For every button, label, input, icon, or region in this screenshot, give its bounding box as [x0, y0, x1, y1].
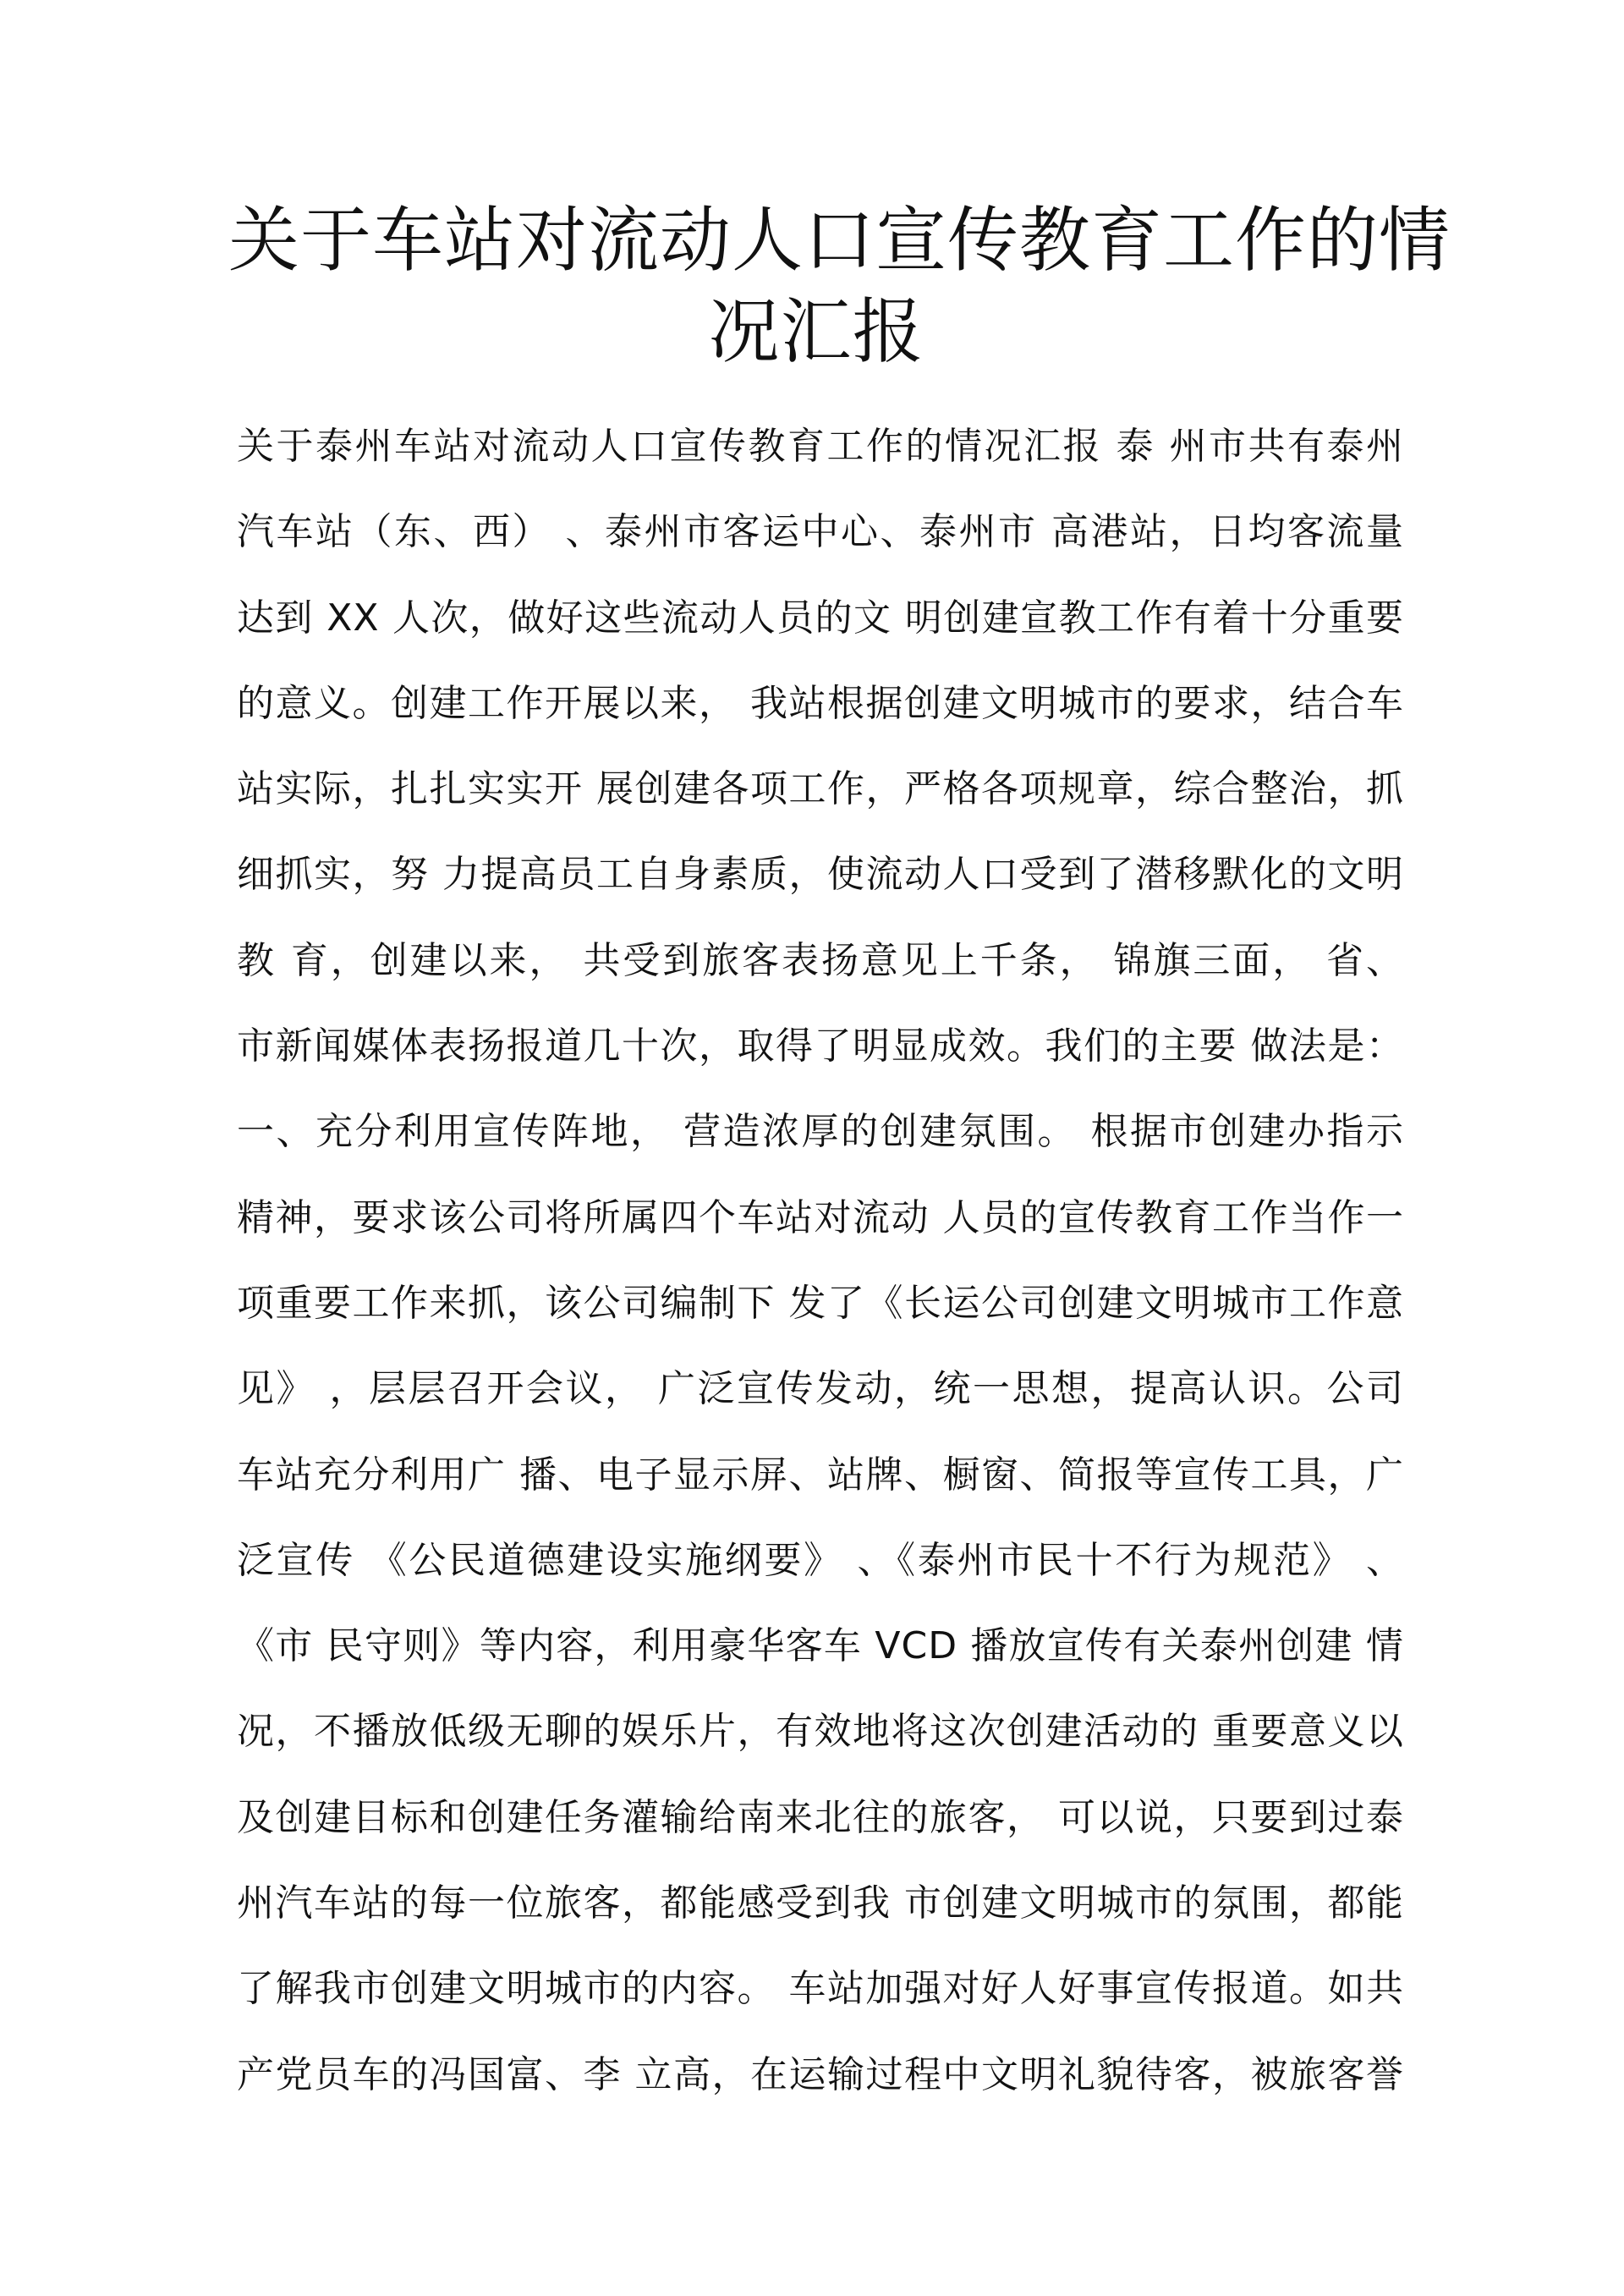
- document-title: [228, 195, 1451, 377]
- title-line: 关于车站对流动人口宣传教育工作的情: [228, 199, 1451, 282]
- document-body: [237, 404, 1404, 2117]
- body-line: 精神，要求该公司将所属四个车站对流动 人员的宣传教育工作当作一: [237, 1195, 1404, 1239]
- body-line: 泛宣传 《公民道德建设实施纲要》 、《泰州市民十不行为规范》 、: [237, 1538, 1404, 1582]
- body-line: 汽车站（东、西） 、泰州市客运中心、泰州市 高港站，日均客流量: [237, 510, 1404, 554]
- body-line: 车站充分利用广 播、电子显示屏、站牌、橱窗、简报等宣传工具，广: [237, 1453, 1404, 1497]
- body-line: 教 育，创建以来， 共受到旅客表扬意见上千条， 锦旗三面， 省、: [237, 938, 1404, 982]
- body-line: 况，不播放低级无聊的娱乐片，有效地将这次创建活动的 重要意义以: [237, 1710, 1404, 1754]
- body-line: 达到 XX 人次，做好这些流动人员的文 明创建宣教工作有着十分重要: [237, 596, 1404, 640]
- body-line: 产党员车的冯国富、李 立高，在运输过程中文明礼貌待客，被旅客誉: [237, 2052, 1404, 2096]
- body-line: 《市 民守则》等内容，利用豪华客车 VCD 播放宣传有关泰州创建 情: [237, 1624, 1404, 1668]
- body-line: 站实际，扎扎实实开 展创建各项工作，严格各项规章，综合整治，抓: [237, 767, 1404, 811]
- body-line: 关于泰州车站对流动人口宣传教育工作的情况汇报 泰 州市共有泰州: [237, 425, 1404, 468]
- body-line: 项重要工作来抓，该公司编制下 发了《长运公司创建文明城市工作意: [237, 1281, 1404, 1325]
- body-line: 州汽车站的每一位旅客，都能感受到我 市创建文明城市的氛围，都能: [237, 1881, 1404, 1925]
- body-line: 及创建目标和创建任务灌输给南来北往的旅客， 可以说，只要到过泰: [237, 1795, 1404, 1839]
- body-line: 一、充分利用宣传阵地， 营造浓厚的创建氛围。 根据市创建办指示: [237, 1110, 1404, 1154]
- body-line: 的意义。创建工作开展以来， 我站根据创建文明城市的要求，结合车: [237, 681, 1404, 725]
- title-line: 况汇报: [708, 290, 924, 373]
- body-line: 见》 ，层层召开会议， 广泛宣传发动，统一思想，提高认识。公司: [237, 1367, 1404, 1411]
- body-line: 了解我市创建文明城市的内容。 车站加强对好人好事宣传报道。如共: [237, 1967, 1404, 2011]
- body-line: 细抓实，努 力提高员工自身素质，使流动人口受到了潜移默化的文明: [237, 853, 1404, 897]
- body-line: 市新闻媒体表扬报道几十次，取得了明显成效。我们的主要 做法是：: [237, 1024, 1404, 1068]
